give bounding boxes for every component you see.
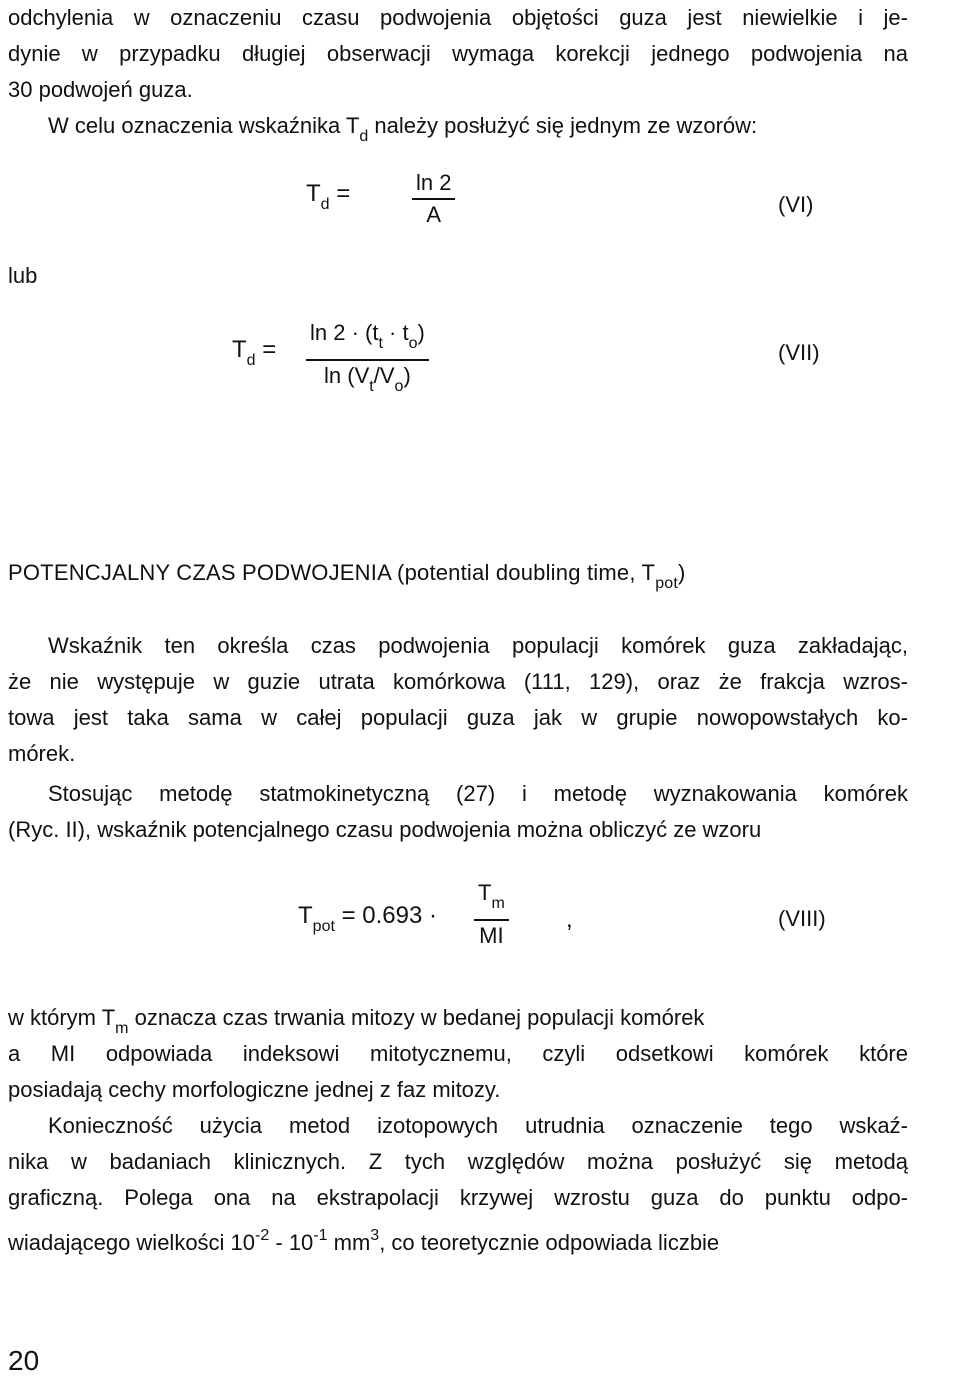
eq7-lhs-symbol: T [232,336,247,363]
intro-line-3: 30 podwojeń guza. [8,77,193,102]
section-heading-text: POTENCJALNY CZAS PODWOJENIA (potential doubling time, T [8,560,656,585]
after-line-1-sub: m [115,1020,129,1037]
connector-text: lub [8,263,38,288]
section-p1-line-4: mórek. [8,741,76,766]
page-number: 20 [8,1345,40,1376]
after-line-3: posiadają cechy morfologiczne jednej z faz mitozy. [8,1077,501,1102]
after-line-1-b: oznacza czas trwania mitozy w bedanej populacji komórek [128,1005,705,1030]
after-line-6: graficzną. Polega ona na ekstrapolacji krzywej wzrostu guza do punktu odpo- [8,1185,908,1210]
eq7-num-sub1: t [378,335,383,352]
eq7-num-mid: · t [382,320,409,345]
after-line-7-b: - 10 [269,1230,314,1255]
section-p2-line-2: (Ryc. II), wskaźnik potencjalnego czasu podwojenia można obliczyć ze wzoru [8,817,762,842]
after-line-1-a: w którym T [8,1005,116,1030]
eq6-number: (VI) [778,192,814,217]
after-line-7-a: wiadającego wielkości 10 [8,1230,256,1255]
eq6-denominator: A [426,202,442,227]
intro-line-4-sub: d [359,128,369,145]
eq8-lhs-sub: pot [312,918,335,935]
eq7-num-a: ln 2 · (t [310,320,379,345]
eq6-fraction [412,170,455,228]
after-line-2: a MI odpowiada indeksowi mitotycznemu, czyli odsetkowi komórek które [8,1041,908,1066]
intro-line-2: dynie w przypadku długiej obserwacji wymaga korekcji jednego podwojenia na [8,41,908,66]
eq7-numerator [306,320,429,361]
eq7-den-mid: /V [373,363,395,388]
eq6-lhs-sub: d [320,196,330,213]
intro-line-4 [48,112,757,151]
eq7-den-end: ) [403,363,411,388]
eq7-num-sub2: o [408,335,418,352]
eq8-fraction [474,880,509,949]
after-line-7-sup2: -1 [313,1227,328,1244]
after-line-7 [8,1222,719,1257]
eq7-fraction [306,320,429,400]
eq8-comma: , [566,906,573,933]
eq8-lhs [298,902,437,936]
eq8-denominator: MI [479,923,504,948]
after-line-4: Konieczność użycia metod izotopowych utrudnia oznaczenie tego wskaź- [48,1113,908,1138]
intro-line-1: odchylenia w oznaczeniu czasu podwojenia objętości guza jest niewielkie i je- [8,5,908,30]
after-line-1 [8,1004,704,1043]
after-line-5: nika w badaniach klinicznych. Z tych względów można posłużyć się metodą [8,1149,908,1174]
eq8-number: (VIII) [778,906,826,931]
eq7-den-a: ln (V [324,363,370,388]
eq7-den-sub1: t [369,378,374,395]
after-line-7-sup1: -2 [255,1227,270,1244]
section-p1-line-1: Wskaźnik ten określa czas podwojenia populacji komórek guza zakładając, [48,633,908,658]
eq7-equals: = [255,336,277,363]
eq7-lhs [232,336,276,370]
eq6-numerator: ln 2 [412,170,455,200]
eq6-lhs-symbol: T [306,180,321,207]
eq8-num-sub: m [491,895,505,912]
after-line-7-sup3: 3 [370,1227,380,1244]
eq6-lhs [306,180,350,214]
section-p1-line-2: że nie występuje w guzie utrata komórkowa (111, 129), oraz że frakcja wzros- [8,669,908,694]
eq7-number: (VII) [778,340,820,365]
eq7-num-end: ) [417,320,425,345]
section-heading-end: ) [678,560,686,585]
after-line-7-d: , co teoretycznie odpowiada liczbie [379,1230,720,1255]
eq6-equals: = [329,180,351,207]
after-line-7-c: mm [327,1230,371,1255]
intro-line-4-text: W celu oznaczenia wskaźnika T [48,113,360,138]
eq8-equals: = 0.693 · [334,902,437,929]
eq8-num-symbol: T [478,880,492,905]
section-heading [8,560,686,593]
intro-line-4-rest: należy posłużyć się jednym ze wzorów: [368,113,758,138]
section-p1-line-3: towa jest taka sama w całej populacji guza jak w grupie nowopowstałych ko- [8,705,908,730]
eq8-numerator [474,880,509,921]
section-p2-line-1: Stosując metodę statmokinetyczną (27) i metodę wyznakowania komórek [48,781,908,806]
eq8-lhs-symbol: T [298,902,313,929]
section-heading-sub: pot [655,575,679,592]
eq7-denominator [306,361,429,400]
eq7-den-sub2: o [394,378,404,395]
eq7-lhs-sub: d [246,352,256,369]
